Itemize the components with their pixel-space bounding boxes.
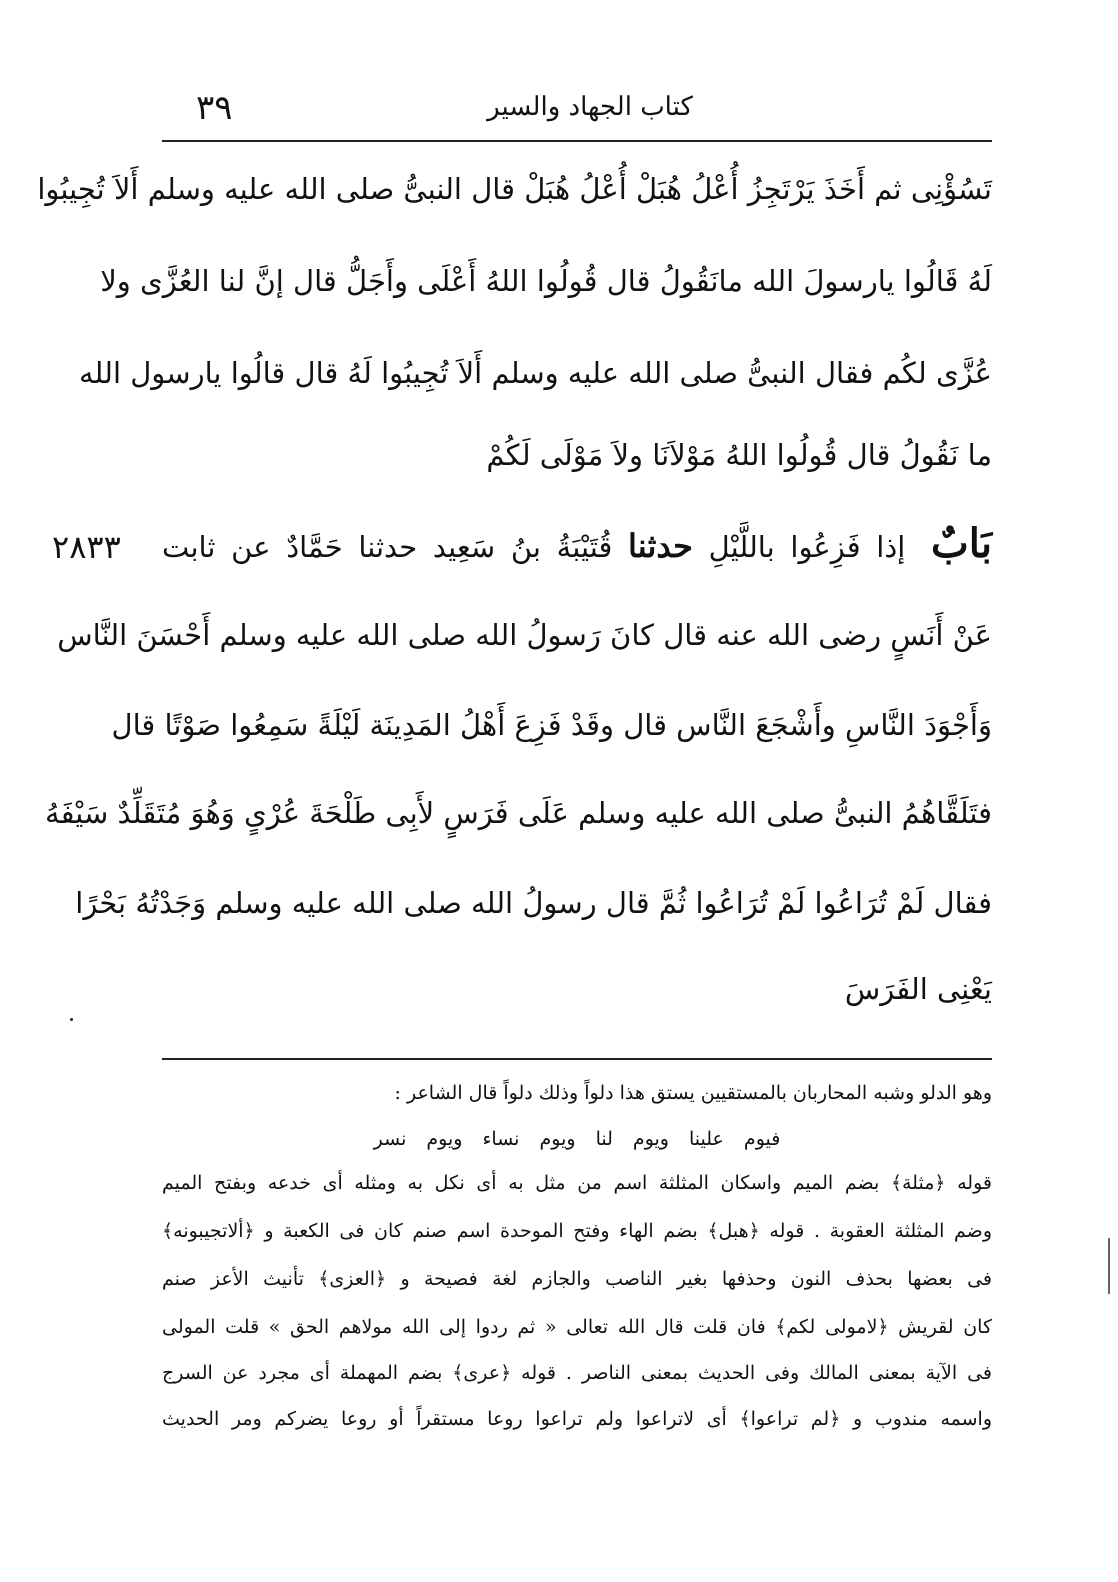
margin-bar [1108,1238,1110,1294]
chapter-title: إذا فَزِعُوا باللَّيْلِ [708,530,906,564]
footnote-line-6: فى الآية بمعنى المالك وفى الحديث بمعنى الناصر . قوله ﴿عرى﴾ بضم المهملة أى مجرد عن السرج [162,1362,992,1384]
page-number: ٣٩ [196,88,233,128]
footnote-line-5: كان لقريش ﴿لامولى لكم﴾ فان قلت قال الله تعالى « ثم ردوا إلى الله مولاهم الحق » قلت المولى [162,1316,992,1338]
footnote-verse: فيوم علينا ويوم لنا ويوم نساء ويوم نسر [373,1128,781,1150]
footnote-line-2: قوله ﴿مثلة﴾ بضم الميم واسكان المثلثة اسم من مثل به أى نكل به ومثله أى خدعه وبفتح الميم [162,1172,992,1194]
body-line-4: ما نَقُولُ قال قُولُوا اللهُ مَوْلاَنَا ولاَ مَوْلَى لَكُمْ [486,438,992,472]
footnote-line-7: واسمه مندوب و ﴿لم تراعوا﴾ أى لاتراعوا ولم تراعوا روعا مستقراً أو روعا يضركم ومر الحديث [162,1408,992,1430]
side-number: ٢٨٣٣ [52,528,121,566]
footnote-line-1: وهو الدلو وشبه المحاربان بالمستقيين يستق هذا دلواً وذلك دلواً قال الشاعر : [394,1082,992,1104]
footnote-rule [162,1058,992,1060]
footnote-line-3: وضم المثلثة العقوبة . قوله ﴿هبل﴾ بضم الهاء وفتح الموحدة اسم صنم كان فى الكعبة و ﴿ألاتجيبونه﴾ [162,1220,992,1242]
body-line-1: تَسُؤْنِى ثم أَخَذَ يَرْتَجِزُ أُعْلُ هُبَلْ أُعْلُ هُبَلْ قال النبىُّ صلى الله عليه وسلم أَلاَ تُجِيبُوا [37,172,992,206]
body-line-9: يَعْنِى الفَرَسَ [844,972,992,1006]
body-line-3: عُزَّى لكُم فقال النبىُّ صلى الله عليه وسلم أَلاَ تُجِيبُوا لَهُ قال قالُوا يارسول الله [78,356,992,390]
hadith-marker: حدثنا [628,527,693,565]
body-line-7: فتَلَقَّاهُمُ النبىُّ صلى الله عليه وسلم عَلَى فَرَسٍ لأَبِى طَلْحَةَ عُرْىٍ وَهُوَ مُتَقَلِّدٌ سَيْفَهُ [45,796,992,830]
running-head: كتاب الجهاد والسير [487,92,693,122]
chapter-isnad: قُتَيْبَةُ بنُ سَعِيد حدثنا حَمَّادٌ عن ثابت [162,530,613,564]
chapter-line [162,520,992,567]
body-line-2: لَهُ قَالُوا يارسولَ الله مانَقُولُ قال قُولُوا اللهُ أَعْلَى وأَجَلُّ قال إنَّ لنا العُزَّى ولا [100,264,992,298]
header-rule [162,140,992,142]
body-line-5: عَنْ أَنَسٍ رضى الله عنه قال كانَ رَسولُ الله صلى الله عليه وسلم أَحْسَنَ النَّاس [57,618,992,652]
chapter-label: بَابٌ [931,520,993,567]
footnote-line-4: فى بعضها بحذف النون وحذفها بغير الناصب والجازم لغة فصيحة و ﴿العزى﴾ تأنيث الأعز صنم [162,1268,992,1290]
body-line-8: فقال لَمْ تُرَاعُوا لَمْ تُرَاعُوا ثُمَّ قال رسولُ الله صلى الله عليه وسلم وَجَدْتُهُ بَحْرًا [75,886,992,920]
margin-dot [70,1018,73,1021]
body-line-6: وَأَجْوَدَ النَّاسِ وأَشْجَعَ النَّاس قال وقَدْ فَزِعَ أَهْلُ المَدِينَة لَيْلَةً سَمِعُوا صَوْتًا قال [111,708,992,742]
